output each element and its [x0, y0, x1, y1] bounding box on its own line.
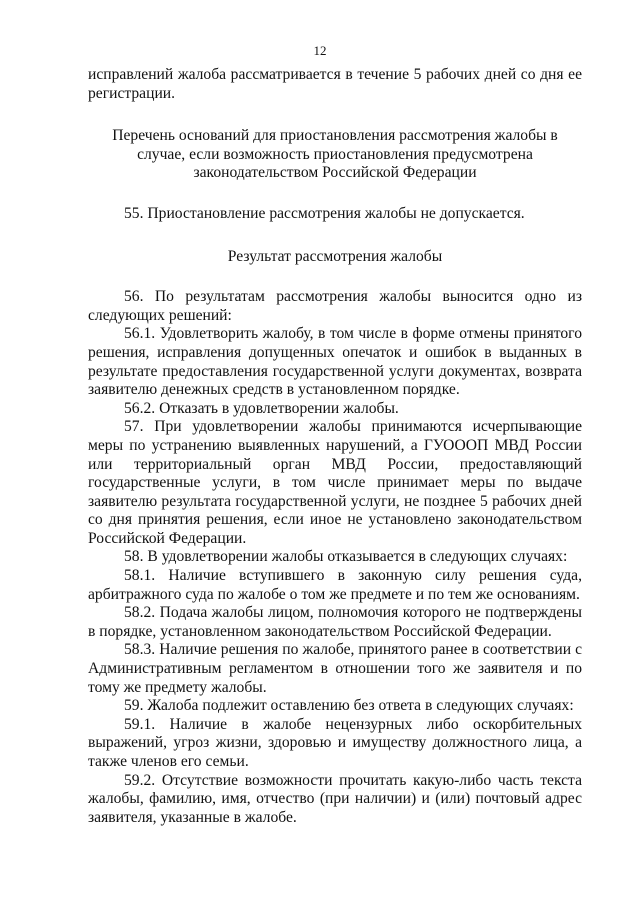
paragraph-58: 58. В удовлетворении жалобы отказывается в следующих случаях: [124, 548, 568, 566]
paragraph-intro: исправлений жалоба рассматривается в течение 5 рабочих дней со дня ее регистрации. [88, 66, 582, 102]
paragraph-56-2: 56.2. Отказать в удовлетворении жалобы. [124, 399, 399, 417]
paragraph-58-2: 58.2. Подача жалобы лицом, полномочия которого не подтверждены в порядке, установленном законодательством Российской Федерации. [88, 604, 582, 640]
section-heading-suspension: Перечень оснований для приостановления рассмотрения жалобы в случае, если возможность приостановления предусмотрена законодательством Российской Федерации [112, 127, 558, 182]
paragraph-57: 57. При удовлетворении жалобы принимаются исчерпывающие меры по устранению выявленных нарушений, а ГУОООП МВД России или территориальный орган МВД России, предоставляющий государственные услуги, в том числе принимает меры по выдаче заявителю результата государственной услуги, не позднее 5 рабочих дней со дня принятия решения, если иное не установлено законодательством Российской Федерации. [88, 418, 582, 547]
paragraph-56-1: 56.1. Удовлетворить жалобу, в том числе в форме отмены принятого решения, исправления допущенных опечаток и ошибок в выданных в результате предоставления государственной услуги документах, возврата заявителю денежных средств в установленном порядке. [88, 325, 582, 399]
paragraph-59: 59. Жалоба подлежит оставлению без ответа в следующих случаях: [124, 697, 574, 715]
paragraph-59-1: 59.1. Наличие в жалобе нецензурных либо оскорбительных выражений, угроз жизни, здоровью и имуществу должностного лица, а также членов его семьи. [88, 715, 582, 770]
section-heading-result: Результат рассмотрения жалобы [227, 247, 443, 265]
paragraph-58-1: 58.1. Наличие вступившего в законную силу решения суда, арбитражного суда по жалобе о том же предмете и по тем же основаниям. [88, 567, 582, 603]
document-body [88, 66, 582, 827]
paragraph-56: 56. По результатам рассмотрения жалобы выносится одно из следующих решений: [88, 288, 582, 324]
paragraph-59-2: 59.2. Отсутствие возможности прочитать какую-либо часть текста жалобы, фамилию, имя, отчество (при наличии) и (или) почтовый адрес заявителя, указанные в жалобе. [88, 771, 582, 826]
paragraph-58-3: 58.3. Наличие решения по жалобе, принятого ранее в соответствии с Административным регламентом в отношении того же заявителя и по тому же предмету жалобы. [88, 641, 582, 696]
page-number: 12 [313, 43, 327, 58]
paragraph-55: 55. Приостановление рассмотрения жалобы не допускается. [124, 204, 525, 222]
